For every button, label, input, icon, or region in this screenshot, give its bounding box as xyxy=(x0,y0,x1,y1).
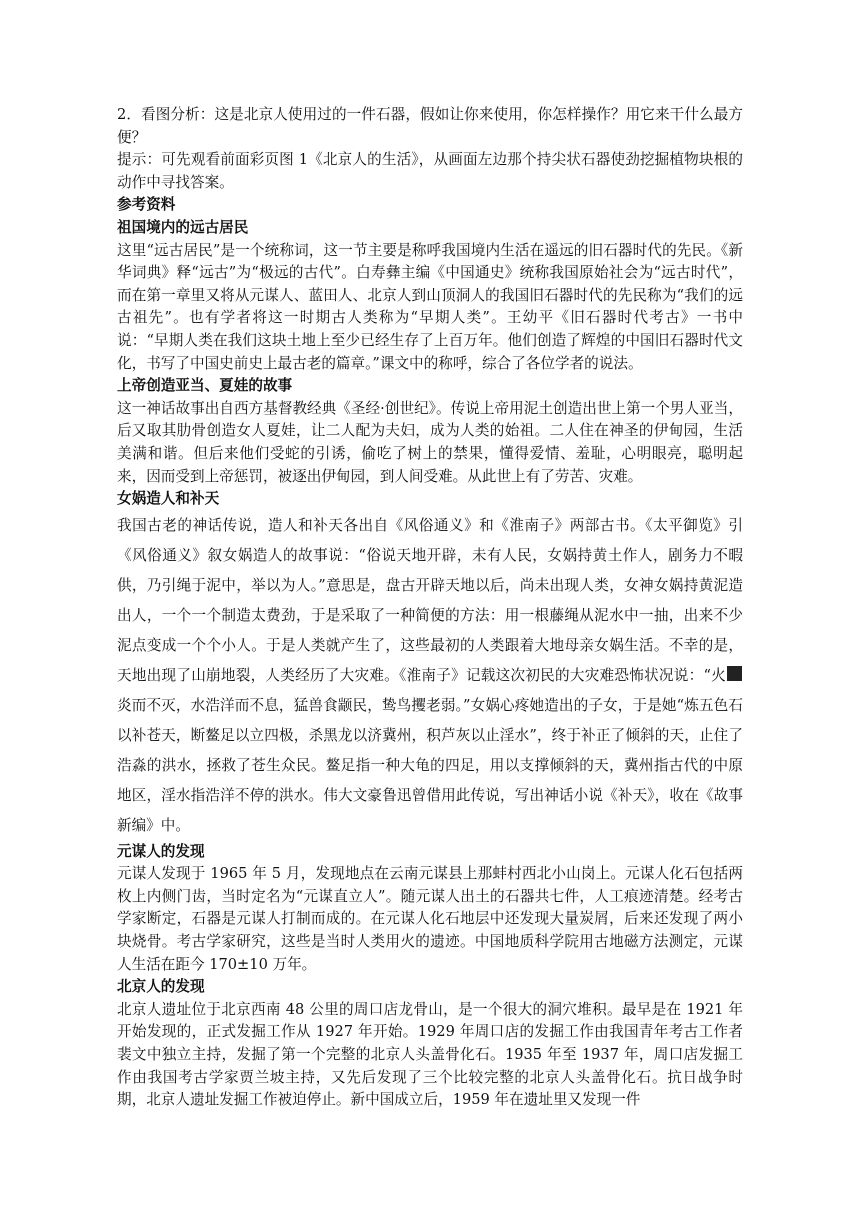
section-heading-adam-eve: 上帝创造亚当、夏娃的故事 xyxy=(117,377,293,395)
rare-character-glyph-icon xyxy=(727,666,742,681)
question-prompt: 2．看图分析：这是北京人使用过的一件石器，假如让你来使用，你怎样操作？用它来干什么最方便？ xyxy=(117,106,743,146)
section-heading-peking-man: 北京人的发现 xyxy=(117,978,205,996)
section-body-ancient-residents: 这里“远古居民”是一个统称词，这一节主要是称呼我国境内生活在遥远的旧石器时代的先民。《新华词典》释“远古”为“极远的古代”。白寿彝主编《中国通史》统称我国原始社会为“远古时代”，而在第一章里又将从元谋人、蓝田人、北京人到山顶洞人的我国旧石器时代的先民称为“我们的远古祖先”。也有学者将这一时期古人类称为“早期人类”。王幼平《旧石器时代考古》一书中说：“早期人类在我们这块土地上至少已经生存了上百万年。他们创造了辉煌的中国旧石器时代文化，书写了中国史前史上最古老的篇章。”课文中的称呼，综合了各位学者的说法。 xyxy=(117,241,743,372)
section-body-adam-eve: 这一神话故事出自西方基督教经典《圣经·创世纪》。传说上帝用泥土创造出世上第一个男人亚当，后又取其肋骨创造女人夏娃，让二人配为夫妇，成为人类的始祖。二人住在神圣的伊甸园，生活美满和谐。但后来他们受蛇的引诱，偷吃了树上的禁果，懂得爱情、羞耻，心明眼亮，聪明起来，因而受到上帝惩罚，被逐出伊甸园，到人间受难。从此世上有了劳苦、灾难。 xyxy=(117,399,743,485)
section-body-nuwa-part2: 炎而不灭，水浩洋而不息，猛兽食颛民，鸷鸟攫老弱。”女娲心疼她造出的子女，于是她“炼五色石以补苍天，断鳌足以立四极，杀黑龙以济冀州，积芦灰以止淫水”，终于补正了倾斜的天，止住了浩淼的洪水，拯救了苍生众民。鳌足指一种大龟的四足，用以支撑倾斜的天，冀州指古代的中原地区，淫水指浩洋不停的洪水。伟大文豪鲁迅曾借用此传说，写出神话小说《补天》，收在《故事新编》中。 xyxy=(117,696,743,834)
question-hint: 提示：可先观看前面彩页图 1《北京人的生活》，从画面左边那个持尖状石器使劲挖掘植物块根的动作中寻找答案。 xyxy=(117,151,743,191)
section-body-nuwa xyxy=(117,511,743,841)
document-content xyxy=(117,104,743,1112)
section-heading-nuwa: 女娲造人和补天 xyxy=(117,490,220,508)
reference-title: 参考资料 xyxy=(117,196,176,214)
section-body-nuwa-part1: 我国古老的神话传说，造人和补天各出自《风俗通义》和《淮南子》两部古书。《太平御览》引《风俗通义》叙女娲造人的故事说：“俗说天地开辟，未有人民，女娲持黄土作人，剧务力不暇供，乃引绳于泥中，举以为人。”意思是，盘古开辟天地以后，尚未出现人类，女神女娲持黄泥造出人，一个一个制造太费劲，于是采取了一种简便的方法：用一根藤绳从泥水中一抽，出来不少泥点变成一个个小人。于是人类就产生了，这些最初的人类跟着大地母亲女娲生活。不幸的是，天地出现了山崩地裂，人类经历了大灾难。《淮南子》记载这次初民的大灾难恐怖状况说：“火 xyxy=(117,516,743,684)
section-heading-ancient-residents: 祖国境内的远古居民 xyxy=(117,218,249,236)
section-body-peking-man: 北京人遗址位于北京西南 48 公里的周口店龙骨山，是一个很大的洞穴堆积。最早是在 1921 年开始发现的，正式发掘工作从 1927 年开始。1929 年周口店的发掘工作由我国青年考古工作者裴文中独立主持，发掘了第一个完整的北京人头盖骨化石。1935 年至 1937 年，周口店发掘工作由我国考古学家贾兰坡主持，又先后发现了三个比较完整的北京人头盖骨化石。抗日战争时期，北京人遗址发掘工作被迫停止。新中国成立后，1959 年在遗址里又发现一件 xyxy=(117,1000,743,1109)
section-body-yuanmou: 元谋人发现于 1965 年 5 月，发现地点在云南元谋县上那蚌村西北小山岗上。元谋人化石包括两枚上内侧门齿，当时定名为“元谋直立人”。随元谋人出土的石器共七件，人工痕迹清楚。经考古学家断定，石器是元谋人打制而成的。在元谋人化石地层中还发现大量炭屑，后来还发现了两小块烧骨。考古学家研究，这些是当时人类用火的遗迹。中国地质科学院用古地磁方法测定，元谋人生活在距今 170±10 万年。 xyxy=(117,865,743,973)
section-heading-yuanmou: 元谋人的发现 xyxy=(117,842,205,860)
